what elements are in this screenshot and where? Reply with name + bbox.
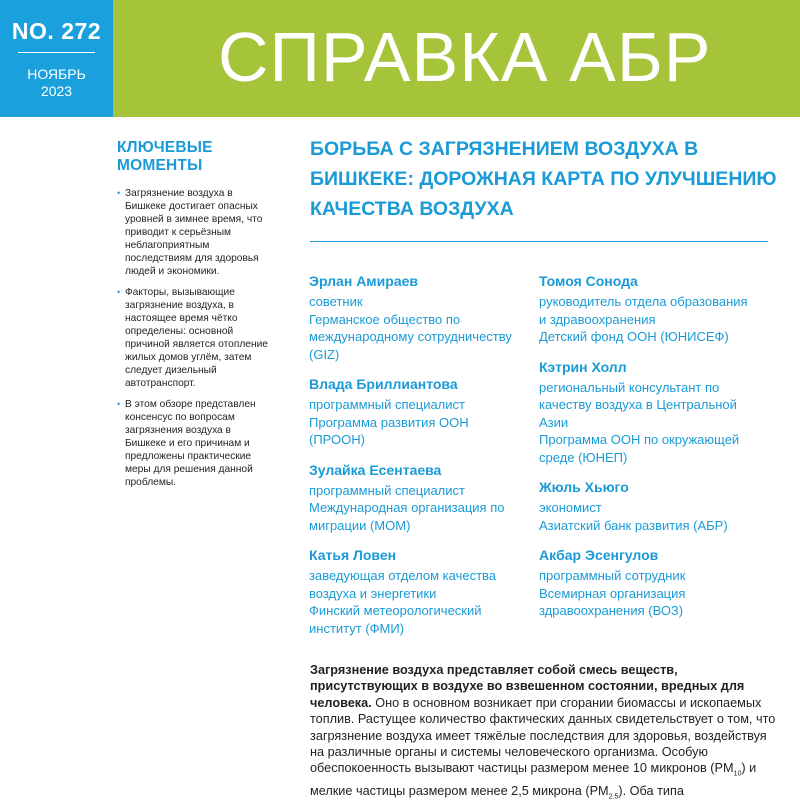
- bullet-icon: •: [117, 287, 121, 297]
- key-point-text: Загрязнение воздуха в Бишкеке достигает опасных уровней в зимнее время, что приводит к серьёзным неблагоприятным последствиям для здоровья людей и экономики.: [125, 188, 263, 277]
- title-divider: [310, 241, 768, 242]
- author-affiliation: Всемирная организация: [539, 585, 686, 601]
- author-role: программный сотрудник: [539, 568, 686, 583]
- author-role: руководитель отдела образования: [539, 294, 748, 309]
- key-point-text: В этом обзоре представлен консенсус по вопросам загрязнения воздуха в Бишкеке и его причинам и предложены практические меры для решения данной проблемы.: [125, 399, 256, 488]
- pm25-subscript: 2.5: [608, 793, 619, 801]
- key-point: [117, 187, 269, 278]
- author-affiliation: Германское общество по: [309, 311, 461, 327]
- author-role: программный специалист: [309, 482, 465, 498]
- bullet-icon: •: [117, 188, 121, 198]
- pm10-subscript: 10: [733, 770, 742, 778]
- page-title: БОРЬБА С ЗАГРЯЗНЕНИЕМ ВОЗДУХА В БИШКЕКЕ: ДОРОЖНАЯ КАРТА ПО УЛУЧШЕНИЮ КАЧЕСТВА ВОЗДУХА: [310, 138, 777, 220]
- author-role: качеству воздуха в Центральной Азии: [539, 397, 737, 430]
- issue-month: НОЯБРЬ: [27, 66, 86, 82]
- issue-number: NO. 272: [11, 18, 102, 44]
- author-entry: [539, 478, 769, 534]
- authors-left-column: [309, 272, 539, 649]
- issue-divider: [18, 52, 95, 53]
- banner-title: СПРАВКА АБР: [218, 18, 712, 96]
- key-point: [117, 286, 269, 390]
- author-role: программный специалист: [309, 397, 465, 412]
- key-point: [117, 398, 269, 489]
- intro-text: ). Оба типа: [618, 784, 684, 799]
- author-affiliation: миграции (МОМ): [309, 517, 411, 533]
- author-name: Кэтрин Холл: [539, 358, 627, 375]
- author-role: советник: [309, 294, 363, 309]
- author-entry: [309, 375, 539, 449]
- bullet-icon: •: [117, 399, 121, 409]
- key-point-text: Факторы, вызывающие загрязнение воздуха, в настоящее время чётко определены: основной причиной является отопление жилых домов углём, затем следует дизельный автотранспорт.: [125, 287, 268, 389]
- author-affiliation: Азиатский банк развития (АБР): [539, 517, 728, 533]
- author-affiliation: Детский фонд ООН (ЮНИСЕФ): [539, 329, 729, 344]
- author-affiliation: (GIZ): [309, 346, 340, 362]
- author-affiliation: здравоохранения (ВОЗ): [539, 603, 684, 618]
- author-entry: [309, 272, 539, 363]
- author-name: Томоя Сонода: [539, 273, 638, 289]
- author-name: Зулайка Есентаева: [309, 461, 442, 478]
- author-affiliation: Программа развития ООН: [309, 414, 469, 430]
- sidebar-heading: КЛЮЧЕВЫЕ МОМЕНТЫ: [117, 139, 213, 174]
- key-points-sidebar: [117, 139, 269, 497]
- author-affiliation: (ПРООН): [309, 432, 365, 447]
- issue-box: [0, 0, 113, 117]
- author-affiliation: среде (ЮНЕП): [539, 449, 628, 465]
- key-points-list: [117, 187, 269, 489]
- author-affiliation: Финский метеорологический: [309, 603, 482, 618]
- author-name: Влада Бриллиантова: [309, 376, 458, 392]
- author-name: Эрлан Амираев: [309, 273, 418, 289]
- author-entry: [539, 272, 769, 346]
- intro-lead: Загрязнение воздуха представляет собой смесь веществ, присутствующих в воздухе во взвешенном состоянии, вредных для человека.: [310, 663, 745, 710]
- intro-paragraph: [310, 662, 782, 805]
- author-role: экономист: [539, 500, 602, 515]
- authors-right-column: [539, 272, 769, 632]
- author-role: воздуха и энергетики: [309, 585, 437, 601]
- author-affiliation: Международная организация по: [309, 500, 505, 515]
- intro-text: Оно в основном возникает при сгорании биомассы и ископаемых топлив. Растущее количество фактических данных свидетельствует о том, что загрязнение воздуха имеет тяжёлые последствия для здоровья, воздействуя на различные органы и системы человеческого организма. Особую обеспокоенность вызывают частицы размером менее 10 микронов (PM: [310, 695, 776, 776]
- author-name: Акбар Эсенгулов: [539, 547, 659, 563]
- title-banner: [113, 0, 800, 117]
- author-affiliation: Программа ООН по окружающей: [539, 432, 740, 447]
- author-role: региональный консультант по: [539, 379, 720, 395]
- author-role: и здравоохранения: [539, 311, 656, 327]
- author-affiliation: институт (ФМИ): [309, 620, 405, 636]
- author-entry: [539, 358, 769, 467]
- author-role: заведующая отделом качества: [309, 568, 497, 583]
- author-entry: [309, 546, 539, 637]
- author-affiliation: международному сотрудничеству: [309, 329, 512, 344]
- author-entry: [309, 461, 539, 535]
- issue-year: 2023: [40, 83, 73, 99]
- author-name: Жюль Хьюго: [539, 479, 629, 495]
- author-entry: [539, 546, 769, 620]
- author-name: Катья Ловен: [309, 547, 397, 563]
- intro-text: ) и мелкие частицы размером менее 2,5 микрона (PM: [310, 761, 757, 799]
